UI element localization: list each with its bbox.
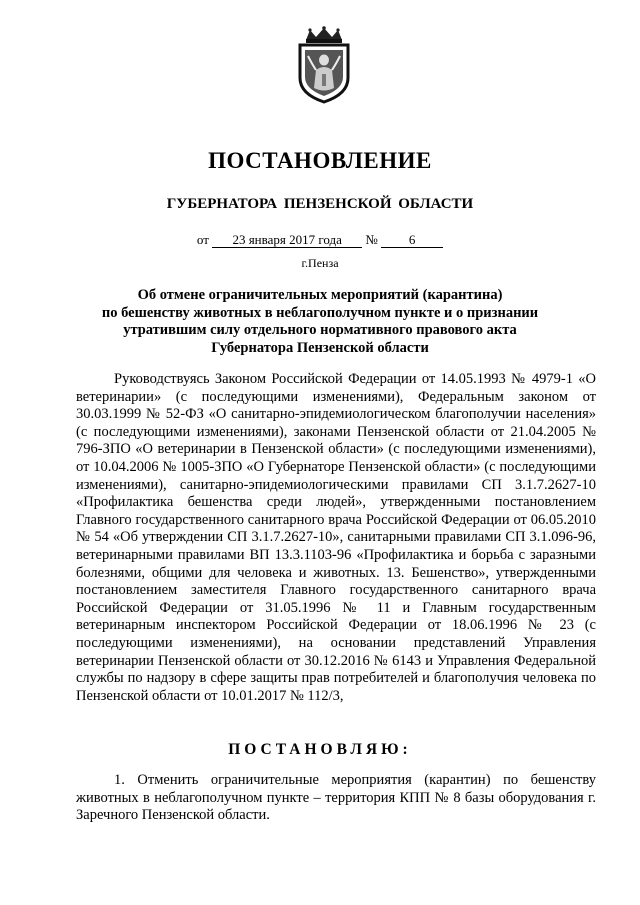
heading-line: Губернатора Пензенской области (211, 339, 429, 356)
document-date: 23 января 2017 года (212, 233, 362, 248)
decree-item-1: 1. Отменить ограничительные мероприятия (карантин) по бешенству животных в неблагополучном пункте – территория КПП № 8 базы оборудования г. Заречного Пензенской области. (76, 772, 596, 824)
document-issuer: ГУБЕРНАТОРА ПЕНЗЕНСКОЙ ОБЛАСТИ (166, 196, 474, 212)
date-prefix: от (196, 232, 209, 247)
number-prefix: № (365, 232, 378, 247)
date-number-line (0, 232, 640, 248)
document-title: ПОСТАНОВЛЕНИЕ (208, 148, 432, 173)
preamble-paragraph: Руководствуясь Законом Российской Федерации от 14.05.1993 № 4979-1 «О ветеринарии» (с последующими изменениями), Федеральным законом от 30.03.1999 № 52-ФЗ «О санитарно-эпидемиологическом благополучии населения» (с последующими изменениями), законами Пензенской области от 21.04.2005 № 796-ЗПО «О ветеринарии в Пензенской области» (с последующими изменениями), от 10.04.2006 № 1005-ЗПО «О Губернаторе Пензенской области» (с последующими изменениями), санитарно-эпидемиологическими правилами СП 3.1.7.2627-10 «Профилактика бешенства среди людей», утвержденными постановлением Главного государственного санитарного врача Российской Федерации от 06.05.2010 № 54 «Об утверждении СП 3.1.7.2627-10», санитарными правилами СП 3.1.096-96, ветеринарными правилами ВП 13.3.1103-96 «Профилактика и борьба с заразными болезнями, общими для человека и животных. 13. Бешенство», утвержденными постановлением заместителя Главного государственного санитарного врача Российской Федерации от 31.05.1996 № 11 и Главным государственным ветеринарным инспектором Российской Федерации от 18.06.1996 № 23 (с последующими изменениями), на основании представлений Управления ветеринарии Пензенской области от 30.12.2016 № 6143 и Управления Федеральной службы по надзору в сфере защиты прав потребителей и благополучия человека по Пензенской области от 10.01.2017 № 112/3, (76, 371, 596, 704)
document-heading (100, 287, 540, 357)
heading-line: по бешенству животных в неблагополучном пункте и о признании (101, 304, 539, 321)
heading-line: утратившим силу отдельного нормативного правового акта (123, 322, 517, 339)
decree-word: ПОСТАНОВЛЯЮ: (228, 741, 412, 758)
document-city: г.Пенза (301, 256, 339, 270)
document-number: 6 (381, 233, 443, 248)
coat-of-arms-icon (292, 26, 356, 104)
heading-line: Об отмене ограничительных мероприятий (карантина) (137, 287, 503, 303)
